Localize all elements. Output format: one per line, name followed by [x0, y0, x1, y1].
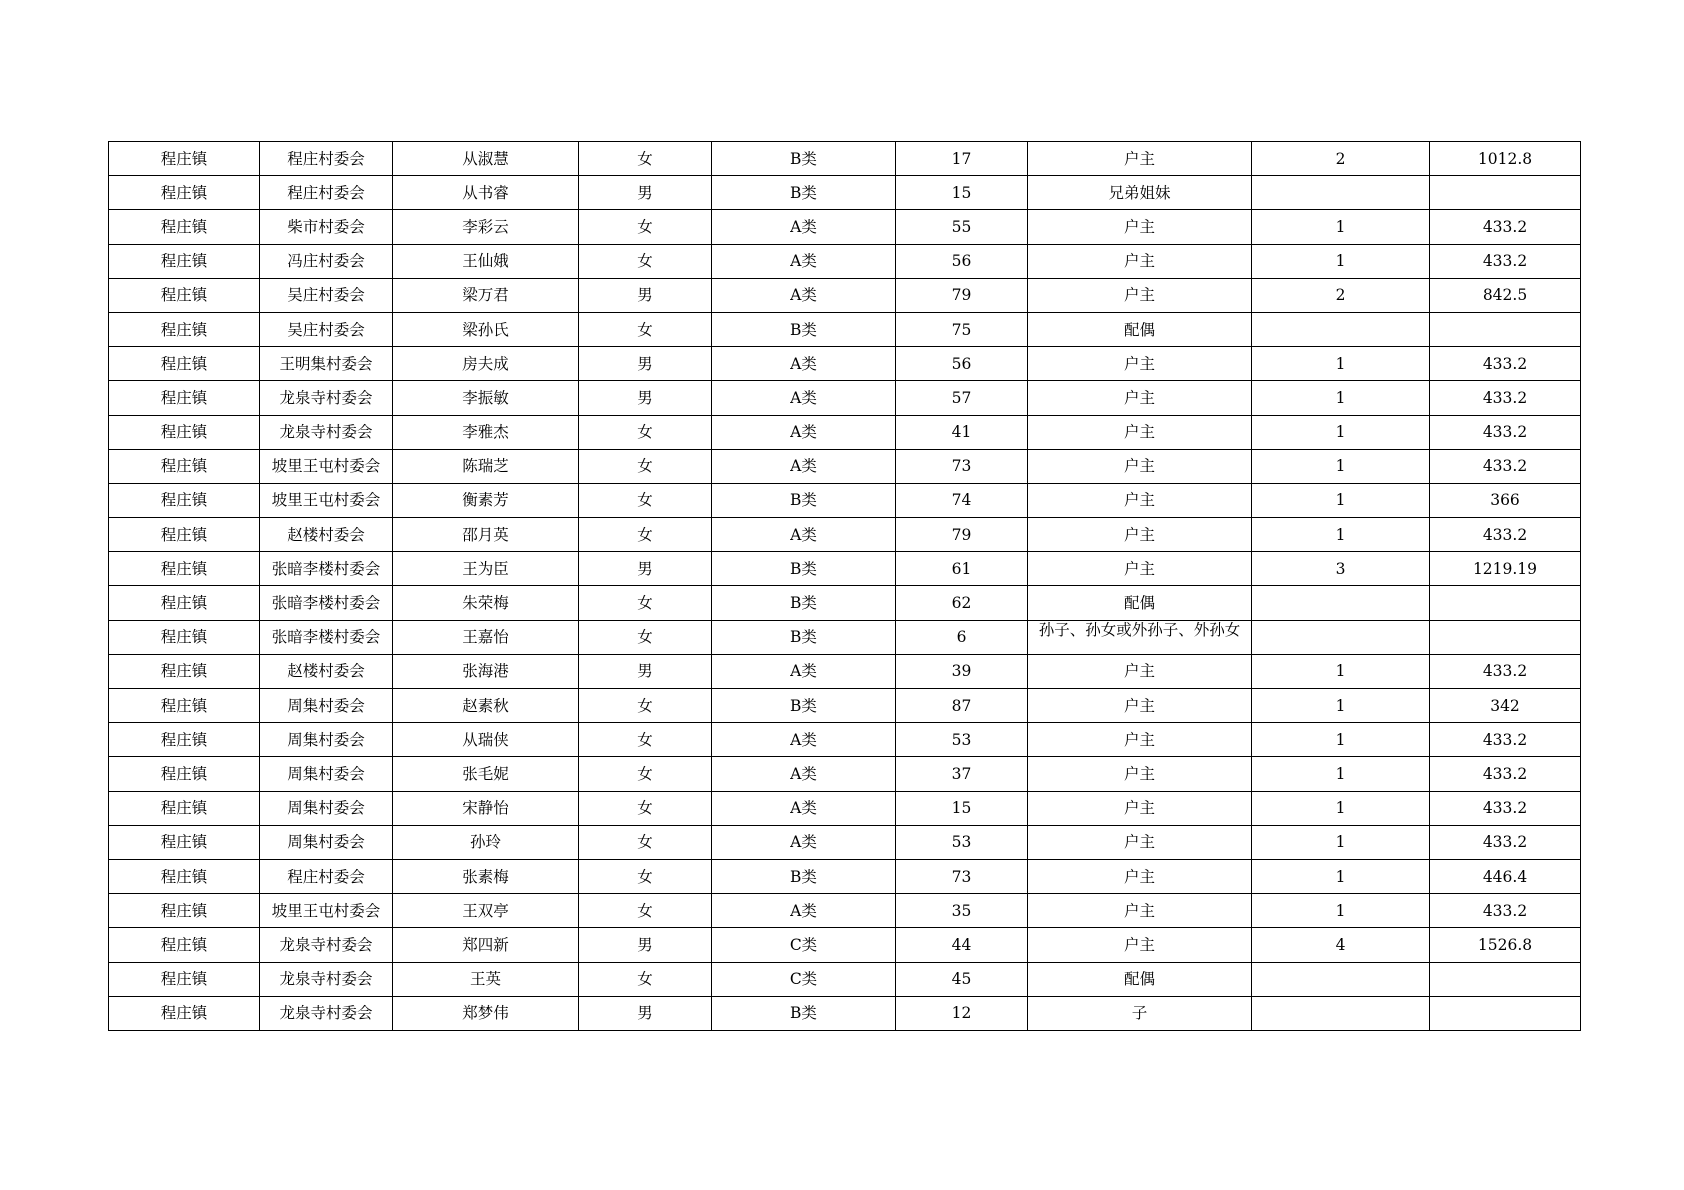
relation-cell: 户主: [1028, 210, 1252, 244]
household-size-cell: 1: [1252, 210, 1430, 244]
age-cell: 44: [896, 928, 1028, 962]
table-row: [109, 962, 1581, 996]
household-size-cell: 3: [1252, 552, 1430, 586]
table-row: [109, 757, 1581, 791]
relation-cell: 户主: [1028, 825, 1252, 859]
relation-cell: 户主: [1028, 415, 1252, 449]
village-cell: 柴市村委会: [260, 210, 393, 244]
name-cell: 张素梅: [393, 859, 579, 893]
village-cell: 龙泉寺村委会: [260, 962, 393, 996]
village-cell: 张暗李楼村委会: [260, 552, 393, 586]
relation-cell: 户主: [1028, 757, 1252, 791]
table-row: [109, 654, 1581, 688]
age-cell: 39: [896, 654, 1028, 688]
town-cell: 程庄镇: [109, 552, 260, 586]
age-cell: 79: [896, 278, 1028, 312]
town-cell: 程庄镇: [109, 825, 260, 859]
name-cell: 张海港: [393, 654, 579, 688]
category-cell: A类: [712, 347, 896, 381]
category-cell: B类: [712, 859, 896, 893]
village-cell: 周集村委会: [260, 689, 393, 723]
table-row: [109, 278, 1581, 312]
relation-cell: 配偶: [1028, 586, 1252, 620]
town-cell: 程庄镇: [109, 894, 260, 928]
age-cell: 61: [896, 552, 1028, 586]
amount-cell: 433.2: [1430, 415, 1581, 449]
household-size-cell: 1: [1252, 723, 1430, 757]
name-cell: 李振敏: [393, 381, 579, 415]
age-cell: 75: [896, 312, 1028, 346]
amount-cell: 433.2: [1430, 210, 1581, 244]
village-cell: 龙泉寺村委会: [260, 928, 393, 962]
records-table: [108, 141, 1581, 1031]
name-cell: 王双亭: [393, 894, 579, 928]
age-cell: 12: [896, 996, 1028, 1030]
town-cell: 程庄镇: [109, 620, 260, 654]
category-cell: A类: [712, 210, 896, 244]
village-cell: 张暗李楼村委会: [260, 586, 393, 620]
category-cell: A类: [712, 278, 896, 312]
village-cell: 周集村委会: [260, 757, 393, 791]
relation-cell: 户主: [1028, 381, 1252, 415]
town-cell: 程庄镇: [109, 586, 260, 620]
gender-cell: 女: [579, 518, 712, 552]
relation-cell: 户主: [1028, 689, 1252, 723]
household-size-cell: 1: [1252, 449, 1430, 483]
age-cell: 15: [896, 176, 1028, 210]
household-size-cell: 1: [1252, 654, 1430, 688]
category-cell: A类: [712, 791, 896, 825]
household-size-cell: 2: [1252, 278, 1430, 312]
name-cell: 陈瑞芝: [393, 449, 579, 483]
relation-cell: 配偶: [1028, 312, 1252, 346]
gender-cell: 女: [579, 962, 712, 996]
age-cell: 79: [896, 518, 1028, 552]
age-cell: 55: [896, 210, 1028, 244]
village-cell: 龙泉寺村委会: [260, 415, 393, 449]
table-row: [109, 825, 1581, 859]
age-cell: 17: [896, 142, 1028, 176]
category-cell: B类: [712, 312, 896, 346]
relation-cell: 户主: [1028, 859, 1252, 893]
household-size-cell: [1252, 996, 1430, 1030]
table-row: [109, 449, 1581, 483]
village-cell: 程庄村委会: [260, 142, 393, 176]
amount-cell: [1430, 996, 1581, 1030]
household-size-cell: [1252, 620, 1430, 654]
relation-cell: 户主: [1028, 278, 1252, 312]
relation-cell: 户主: [1028, 449, 1252, 483]
village-cell: 吴庄村委会: [260, 278, 393, 312]
age-cell: 53: [896, 825, 1028, 859]
name-cell: 王仙娥: [393, 244, 579, 278]
name-cell: 邵月英: [393, 518, 579, 552]
town-cell: 程庄镇: [109, 723, 260, 757]
village-cell: 程庄村委会: [260, 859, 393, 893]
table-body: [109, 142, 1581, 1031]
relation-text: 孙子、孙女或外孙子、外孙女: [1038, 620, 1241, 639]
household-size-cell: 1: [1252, 894, 1430, 928]
relation-cell: 户主: [1028, 142, 1252, 176]
gender-cell: 女: [579, 483, 712, 517]
name-cell: 宋静怡: [393, 791, 579, 825]
town-cell: 程庄镇: [109, 312, 260, 346]
town-cell: 程庄镇: [109, 791, 260, 825]
town-cell: 程庄镇: [109, 142, 260, 176]
amount-cell: 842.5: [1430, 278, 1581, 312]
household-size-cell: 1: [1252, 483, 1430, 517]
town-cell: 程庄镇: [109, 278, 260, 312]
table-row: [109, 791, 1581, 825]
relation-cell: [1028, 620, 1252, 654]
relation-cell: 户主: [1028, 518, 1252, 552]
gender-cell: 男: [579, 347, 712, 381]
table-row: [109, 483, 1581, 517]
household-size-cell: 1: [1252, 791, 1430, 825]
category-cell: A类: [712, 449, 896, 483]
village-cell: 坡里王屯村委会: [260, 483, 393, 517]
category-cell: B类: [712, 620, 896, 654]
name-cell: 赵素秋: [393, 689, 579, 723]
relation-cell: 户主: [1028, 654, 1252, 688]
table-row: [109, 381, 1581, 415]
amount-cell: 433.2: [1430, 757, 1581, 791]
gender-cell: 女: [579, 312, 712, 346]
gender-cell: 女: [579, 825, 712, 859]
age-cell: 73: [896, 859, 1028, 893]
amount-cell: 433.2: [1430, 894, 1581, 928]
amount-cell: [1430, 312, 1581, 346]
age-cell: 6: [896, 620, 1028, 654]
relation-cell: 配偶: [1028, 962, 1252, 996]
name-cell: 梁万君: [393, 278, 579, 312]
table-row: [109, 552, 1581, 586]
gender-cell: 男: [579, 928, 712, 962]
name-cell: 李彩云: [393, 210, 579, 244]
age-cell: 62: [896, 586, 1028, 620]
gender-cell: 女: [579, 210, 712, 244]
gender-cell: 女: [579, 791, 712, 825]
amount-cell: 342: [1430, 689, 1581, 723]
household-size-cell: 1: [1252, 415, 1430, 449]
age-cell: 56: [896, 347, 1028, 381]
town-cell: 程庄镇: [109, 210, 260, 244]
town-cell: 程庄镇: [109, 415, 260, 449]
table-row: [109, 723, 1581, 757]
household-size-cell: 1: [1252, 825, 1430, 859]
gender-cell: 女: [579, 757, 712, 791]
gender-cell: 男: [579, 552, 712, 586]
household-size-cell: 1: [1252, 518, 1430, 552]
village-cell: 赵楼村委会: [260, 518, 393, 552]
household-size-cell: [1252, 586, 1430, 620]
village-cell: 周集村委会: [260, 791, 393, 825]
village-cell: 王明集村委会: [260, 347, 393, 381]
category-cell: B类: [712, 142, 896, 176]
household-size-cell: 1: [1252, 244, 1430, 278]
name-cell: 王为臣: [393, 552, 579, 586]
town-cell: 程庄镇: [109, 347, 260, 381]
household-size-cell: [1252, 962, 1430, 996]
amount-cell: [1430, 620, 1581, 654]
table-row: [109, 142, 1581, 176]
town-cell: 程庄镇: [109, 518, 260, 552]
name-cell: 朱荣梅: [393, 586, 579, 620]
relation-cell: 户主: [1028, 244, 1252, 278]
town-cell: 程庄镇: [109, 449, 260, 483]
age-cell: 56: [896, 244, 1028, 278]
amount-cell: 433.2: [1430, 791, 1581, 825]
name-cell: 郑四新: [393, 928, 579, 962]
gender-cell: 女: [579, 859, 712, 893]
town-cell: 程庄镇: [109, 859, 260, 893]
category-cell: A类: [712, 825, 896, 859]
category-cell: B类: [712, 483, 896, 517]
village-cell: 冯庄村委会: [260, 244, 393, 278]
gender-cell: 女: [579, 620, 712, 654]
table-row: [109, 894, 1581, 928]
table-row: [109, 620, 1581, 654]
relation-cell: 户主: [1028, 552, 1252, 586]
town-cell: 程庄镇: [109, 689, 260, 723]
name-cell: 衡素芳: [393, 483, 579, 517]
village-cell: 周集村委会: [260, 723, 393, 757]
name-cell: 从淑慧: [393, 142, 579, 176]
gender-cell: 女: [579, 415, 712, 449]
village-cell: 龙泉寺村委会: [260, 381, 393, 415]
village-cell: 程庄村委会: [260, 176, 393, 210]
town-cell: 程庄镇: [109, 757, 260, 791]
amount-cell: 433.2: [1430, 244, 1581, 278]
amount-cell: 446.4: [1430, 859, 1581, 893]
category-cell: B类: [712, 176, 896, 210]
age-cell: 74: [896, 483, 1028, 517]
table-row: [109, 415, 1581, 449]
amount-cell: 433.2: [1430, 654, 1581, 688]
town-cell: 程庄镇: [109, 381, 260, 415]
age-cell: 45: [896, 962, 1028, 996]
category-cell: B类: [712, 689, 896, 723]
category-cell: A类: [712, 894, 896, 928]
household-size-cell: 1: [1252, 381, 1430, 415]
name-cell: 孙玲: [393, 825, 579, 859]
village-cell: 坡里王屯村委会: [260, 894, 393, 928]
age-cell: 37: [896, 757, 1028, 791]
age-cell: 87: [896, 689, 1028, 723]
table-row: [109, 244, 1581, 278]
name-cell: 从书睿: [393, 176, 579, 210]
name-cell: 王英: [393, 962, 579, 996]
table-row: [109, 210, 1581, 244]
gender-cell: 女: [579, 689, 712, 723]
village-cell: 吴庄村委会: [260, 312, 393, 346]
table-row: [109, 586, 1581, 620]
household-size-cell: 1: [1252, 347, 1430, 381]
amount-cell: 433.2: [1430, 449, 1581, 483]
age-cell: 73: [896, 449, 1028, 483]
gender-cell: 男: [579, 381, 712, 415]
age-cell: 15: [896, 791, 1028, 825]
table-row: [109, 928, 1581, 962]
household-size-cell: 1: [1252, 689, 1430, 723]
amount-cell: [1430, 962, 1581, 996]
category-cell: A类: [712, 518, 896, 552]
amount-cell: 366: [1430, 483, 1581, 517]
gender-cell: 女: [579, 894, 712, 928]
table-row: [109, 312, 1581, 346]
category-cell: A类: [712, 723, 896, 757]
town-cell: 程庄镇: [109, 483, 260, 517]
table-row: [109, 176, 1581, 210]
household-size-cell: 2: [1252, 142, 1430, 176]
amount-cell: [1430, 586, 1581, 620]
relation-cell: 户主: [1028, 791, 1252, 825]
age-cell: 41: [896, 415, 1028, 449]
gender-cell: 男: [579, 176, 712, 210]
age-cell: 57: [896, 381, 1028, 415]
table-row: [109, 996, 1581, 1030]
table-row: [109, 859, 1581, 893]
category-cell: A类: [712, 244, 896, 278]
amount-cell: 1526.8: [1430, 928, 1581, 962]
gender-cell: 女: [579, 244, 712, 278]
gender-cell: 女: [579, 723, 712, 757]
town-cell: 程庄镇: [109, 928, 260, 962]
table-row: [109, 518, 1581, 552]
relation-cell: 户主: [1028, 347, 1252, 381]
name-cell: 张毛妮: [393, 757, 579, 791]
relation-cell: 户主: [1028, 928, 1252, 962]
village-cell: 张暗李楼村委会: [260, 620, 393, 654]
amount-cell: 433.2: [1430, 723, 1581, 757]
table-row: [109, 689, 1581, 723]
household-size-cell: [1252, 312, 1430, 346]
village-cell: 龙泉寺村委会: [260, 996, 393, 1030]
relation-cell: 户主: [1028, 483, 1252, 517]
category-cell: A类: [712, 757, 896, 791]
household-size-cell: 4: [1252, 928, 1430, 962]
gender-cell: 男: [579, 654, 712, 688]
name-cell: 梁孙氏: [393, 312, 579, 346]
household-size-cell: 1: [1252, 757, 1430, 791]
relation-cell: 户主: [1028, 894, 1252, 928]
category-cell: A类: [712, 415, 896, 449]
table-row: [109, 347, 1581, 381]
village-cell: 赵楼村委会: [260, 654, 393, 688]
gender-cell: 男: [579, 278, 712, 312]
amount-cell: 433.2: [1430, 381, 1581, 415]
amount-cell: [1430, 176, 1581, 210]
village-cell: 周集村委会: [260, 825, 393, 859]
amount-cell: 433.2: [1430, 825, 1581, 859]
category-cell: A类: [712, 381, 896, 415]
name-cell: 房夫成: [393, 347, 579, 381]
age-cell: 53: [896, 723, 1028, 757]
town-cell: 程庄镇: [109, 996, 260, 1030]
amount-cell: 1012.8: [1430, 142, 1581, 176]
household-size-cell: [1252, 176, 1430, 210]
amount-cell: 1219.19: [1430, 552, 1581, 586]
name-cell: 李雅杰: [393, 415, 579, 449]
category-cell: B类: [712, 996, 896, 1030]
name-cell: 王嘉怡: [393, 620, 579, 654]
relation-cell: 子: [1028, 996, 1252, 1030]
town-cell: 程庄镇: [109, 176, 260, 210]
household-size-cell: 1: [1252, 859, 1430, 893]
relation-cell: 户主: [1028, 723, 1252, 757]
gender-cell: 女: [579, 586, 712, 620]
town-cell: 程庄镇: [109, 654, 260, 688]
category-cell: B类: [712, 586, 896, 620]
town-cell: 程庄镇: [109, 962, 260, 996]
name-cell: 从瑞侠: [393, 723, 579, 757]
gender-cell: 男: [579, 996, 712, 1030]
amount-cell: 433.2: [1430, 347, 1581, 381]
gender-cell: 女: [579, 449, 712, 483]
amount-cell: 433.2: [1430, 518, 1581, 552]
category-cell: C类: [712, 962, 896, 996]
town-cell: 程庄镇: [109, 244, 260, 278]
age-cell: 35: [896, 894, 1028, 928]
gender-cell: 女: [579, 142, 712, 176]
name-cell: 郑梦伟: [393, 996, 579, 1030]
village-cell: 坡里王屯村委会: [260, 449, 393, 483]
category-cell: A类: [712, 654, 896, 688]
category-cell: C类: [712, 928, 896, 962]
relation-cell: 兄弟姐妹: [1028, 176, 1252, 210]
category-cell: B类: [712, 552, 896, 586]
